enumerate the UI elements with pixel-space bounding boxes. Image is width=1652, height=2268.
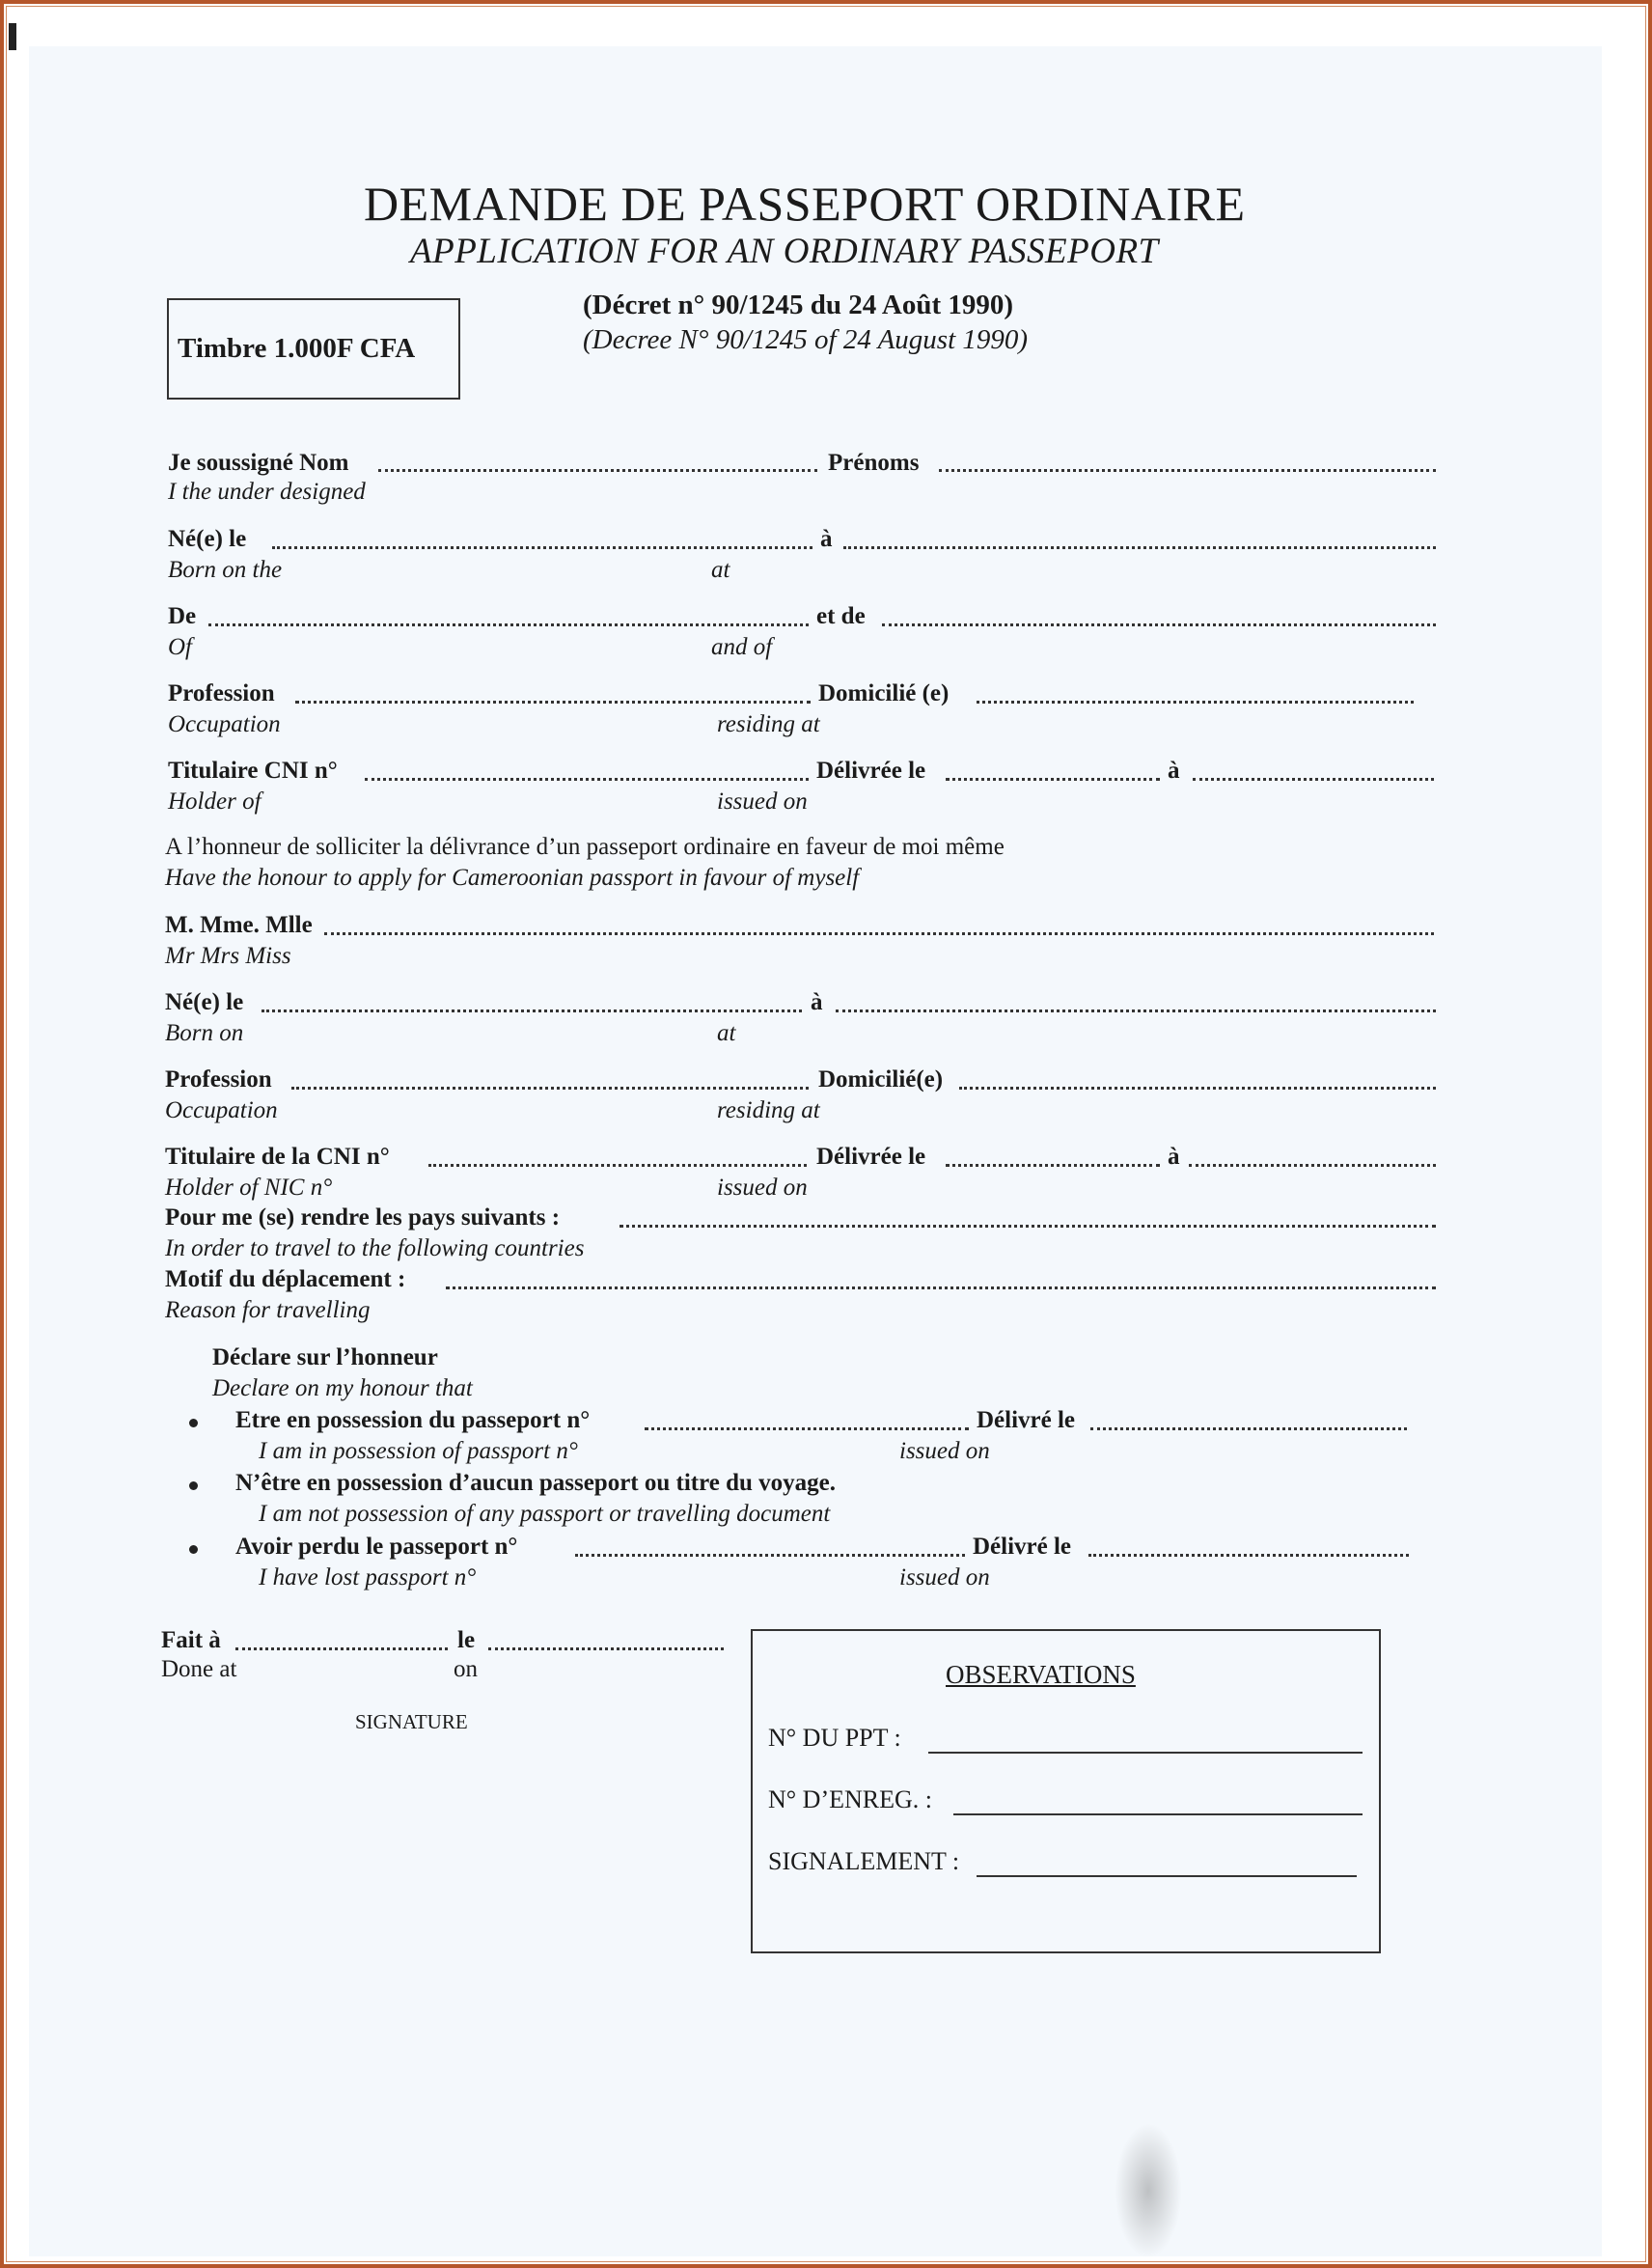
done-at-field[interactable] <box>235 1647 448 1650</box>
cni-label-fr: Titulaire CNI n° <box>168 758 338 784</box>
current-passport-number-field[interactable] <box>645 1427 969 1430</box>
beneficiary-residence-label-en: residing at <box>717 1097 820 1123</box>
profession-label-en: Occupation <box>168 711 281 737</box>
beneficiary-cni-issued-at-label: à <box>1168 1144 1180 1170</box>
signature-label: SIGNATURE <box>355 1710 468 1733</box>
decree-fr: (Décret n° 90/1245 du 24 Août 1990) <box>583 290 1014 320</box>
firstnames-field[interactable] <box>939 469 1436 472</box>
lost-passport-number-field[interactable] <box>575 1554 965 1557</box>
cni-issued-place-field[interactable] <box>1193 778 1434 781</box>
name-field[interactable] <box>378 469 817 472</box>
residence-label-en: residing at <box>717 711 820 737</box>
declaration-item1-en: I am in possession of passport n° <box>259 1438 578 1464</box>
declaration-item2-fr: N’être en possession d’aucun passeport ou titre du voyage. <box>235 1470 837 1496</box>
beneficiary-cni-label-fr: Titulaire de la CNI n° <box>165 1144 390 1170</box>
mother-label-fr: et de <box>816 603 866 629</box>
beneficiary-cni-issued-place-field[interactable] <box>1189 1164 1436 1167</box>
declaration-item2-en: I am not possession of any passport or travelling document <box>259 1501 831 1527</box>
request-text-fr: A l’honneur de solliciter la délivrance d’un passeport ordinaire en faveur de moi même <box>165 834 1005 860</box>
beneficiary-title-label-en: Mr Mrs Miss <box>165 943 291 969</box>
declaration-heading-fr: Déclare sur l’honneur <box>212 1344 438 1370</box>
on-label-fr: le <box>457 1627 476 1653</box>
mother-label-en: and of <box>711 634 773 660</box>
mother-field[interactable] <box>882 623 1436 626</box>
scan-smudge <box>1115 2123 1182 2258</box>
name-label-en: I the under designed <box>168 479 366 505</box>
beneficiary-name-field[interactable] <box>324 932 1434 935</box>
father-label-en: Of <box>168 634 192 660</box>
reason-label-fr: Motif du déplacement : <box>165 1266 406 1292</box>
cni-issued-at-label: à <box>1168 758 1180 784</box>
countries-label-fr: Pour me (se) rendre les pays suivants : <box>165 1204 561 1231</box>
profession-label-fr: Profession <box>168 680 275 706</box>
beneficiary-title-label-fr: M. Mme. Mlle <box>165 912 313 938</box>
decree-en: (Decree N° 90/1245 of 24 August 1990) <box>583 324 1029 355</box>
declaration-item1-issued-en: issued on <box>899 1438 990 1464</box>
cni-issued-label-fr: Délivrée le <box>816 758 926 784</box>
birth-date-field[interactable] <box>272 546 812 549</box>
on-label-en: on <box>454 1656 478 1682</box>
beneficiary-birth-place-field[interactable] <box>836 1010 1436 1012</box>
done-on-field[interactable] <box>488 1647 724 1650</box>
firstnames-label: Prénoms <box>828 450 920 476</box>
request-text-en: Have the honour to apply for Cameroonian passport in favour of myself <box>165 865 860 891</box>
born-label-fr: Né(e) le <box>168 526 247 552</box>
bullet-1 <box>189 1419 198 1427</box>
observations-title: OBSERVATIONS <box>946 1660 1136 1689</box>
declaration-item3-issued-fr: Délivré le <box>973 1534 1072 1560</box>
declaration-item3-en: I have lost passport n° <box>259 1564 477 1590</box>
ppt-number-label: N° DU PPT : <box>768 1724 901 1752</box>
beneficiary-residence-field[interactable] <box>959 1087 1436 1090</box>
description-label: SIGNALEMENT : <box>768 1847 960 1875</box>
registration-number-label: N° D’ENREG. : <box>768 1785 932 1813</box>
form-title-en: APPLICATION FOR AN ORDINARY PASSEPORT <box>410 232 1159 271</box>
beneficiary-birth-date-field[interactable] <box>262 1010 802 1012</box>
cni-issued-label-en: issued on <box>717 788 808 815</box>
beneficiary-residence-label-fr: Domicilié(e) <box>818 1066 944 1093</box>
done-at-label-en: Done at <box>161 1656 237 1682</box>
ppt-number-field[interactable] <box>928 1752 1363 1754</box>
lost-passport-issued-field[interactable] <box>1088 1554 1409 1557</box>
beneficiary-profession-field[interactable] <box>291 1087 809 1090</box>
reason-field[interactable] <box>446 1286 1436 1289</box>
father-field[interactable] <box>208 623 809 626</box>
beneficiary-profession-label-fr: Profession <box>165 1066 272 1093</box>
form-title-fr: DEMANDE DE PASSEPORT ORDINAIRE <box>364 177 1246 231</box>
beneficiary-born-at-label-en: at <box>717 1020 736 1046</box>
cni-label-en: Holder of <box>168 788 262 815</box>
profession-field[interactable] <box>295 701 811 704</box>
cni-issued-date-field[interactable] <box>946 778 1160 781</box>
born-label-en: Born on the <box>168 557 283 583</box>
beneficiary-cni-issued-label-fr: Délivrée le <box>816 1144 926 1170</box>
registration-number-field[interactable] <box>953 1813 1363 1815</box>
reason-label-en: Reason for travelling <box>165 1297 371 1323</box>
beneficiary-born-label-en: Born on <box>165 1020 244 1046</box>
declaration-heading-en: Declare on my honour that <box>212 1375 473 1401</box>
beneficiary-cni-label-en: Holder of NIC n° <box>165 1175 333 1201</box>
beneficiary-born-at-label-fr: à <box>811 989 823 1015</box>
bullet-2 <box>189 1481 198 1490</box>
declaration-item3-fr: Avoir perdu le passeport n° <box>235 1534 518 1560</box>
beneficiary-cni-issued-date-field[interactable] <box>946 1164 1160 1167</box>
done-at-label-fr: Fait à <box>161 1627 221 1653</box>
birth-place-field[interactable] <box>843 546 1436 549</box>
residence-field[interactable] <box>977 701 1414 704</box>
residence-label-fr: Domicilié (e) <box>818 680 950 706</box>
current-passport-issued-field[interactable] <box>1090 1427 1407 1430</box>
bullet-3 <box>189 1545 198 1554</box>
beneficiary-cni-number-field[interactable] <box>428 1164 807 1167</box>
declaration-item1-fr: Etre en possession du passeport n° <box>235 1407 591 1433</box>
declaration-item1-issued-fr: Délivré le <box>977 1407 1076 1433</box>
declaration-item3-issued-en: issued on <box>899 1564 990 1590</box>
name-label-fr: Je soussigné Nom <box>168 450 349 476</box>
born-at-label-en: at <box>711 557 730 583</box>
description-field[interactable] <box>977 1875 1357 1877</box>
countries-label-en: In order to travel to the following countries <box>165 1235 585 1261</box>
scan-mark <box>9 23 16 50</box>
father-label-fr: De <box>168 603 197 629</box>
beneficiary-born-label-fr: Né(e) le <box>165 989 244 1015</box>
beneficiary-profession-label-en: Occupation <box>165 1097 278 1123</box>
born-at-label-fr: à <box>820 526 833 552</box>
countries-field[interactable] <box>620 1225 1436 1228</box>
cni-number-field[interactable] <box>365 778 809 781</box>
stamp-label: Timbre 1.000F CFA <box>178 333 416 364</box>
beneficiary-cni-issued-label-en: issued on <box>717 1175 808 1201</box>
